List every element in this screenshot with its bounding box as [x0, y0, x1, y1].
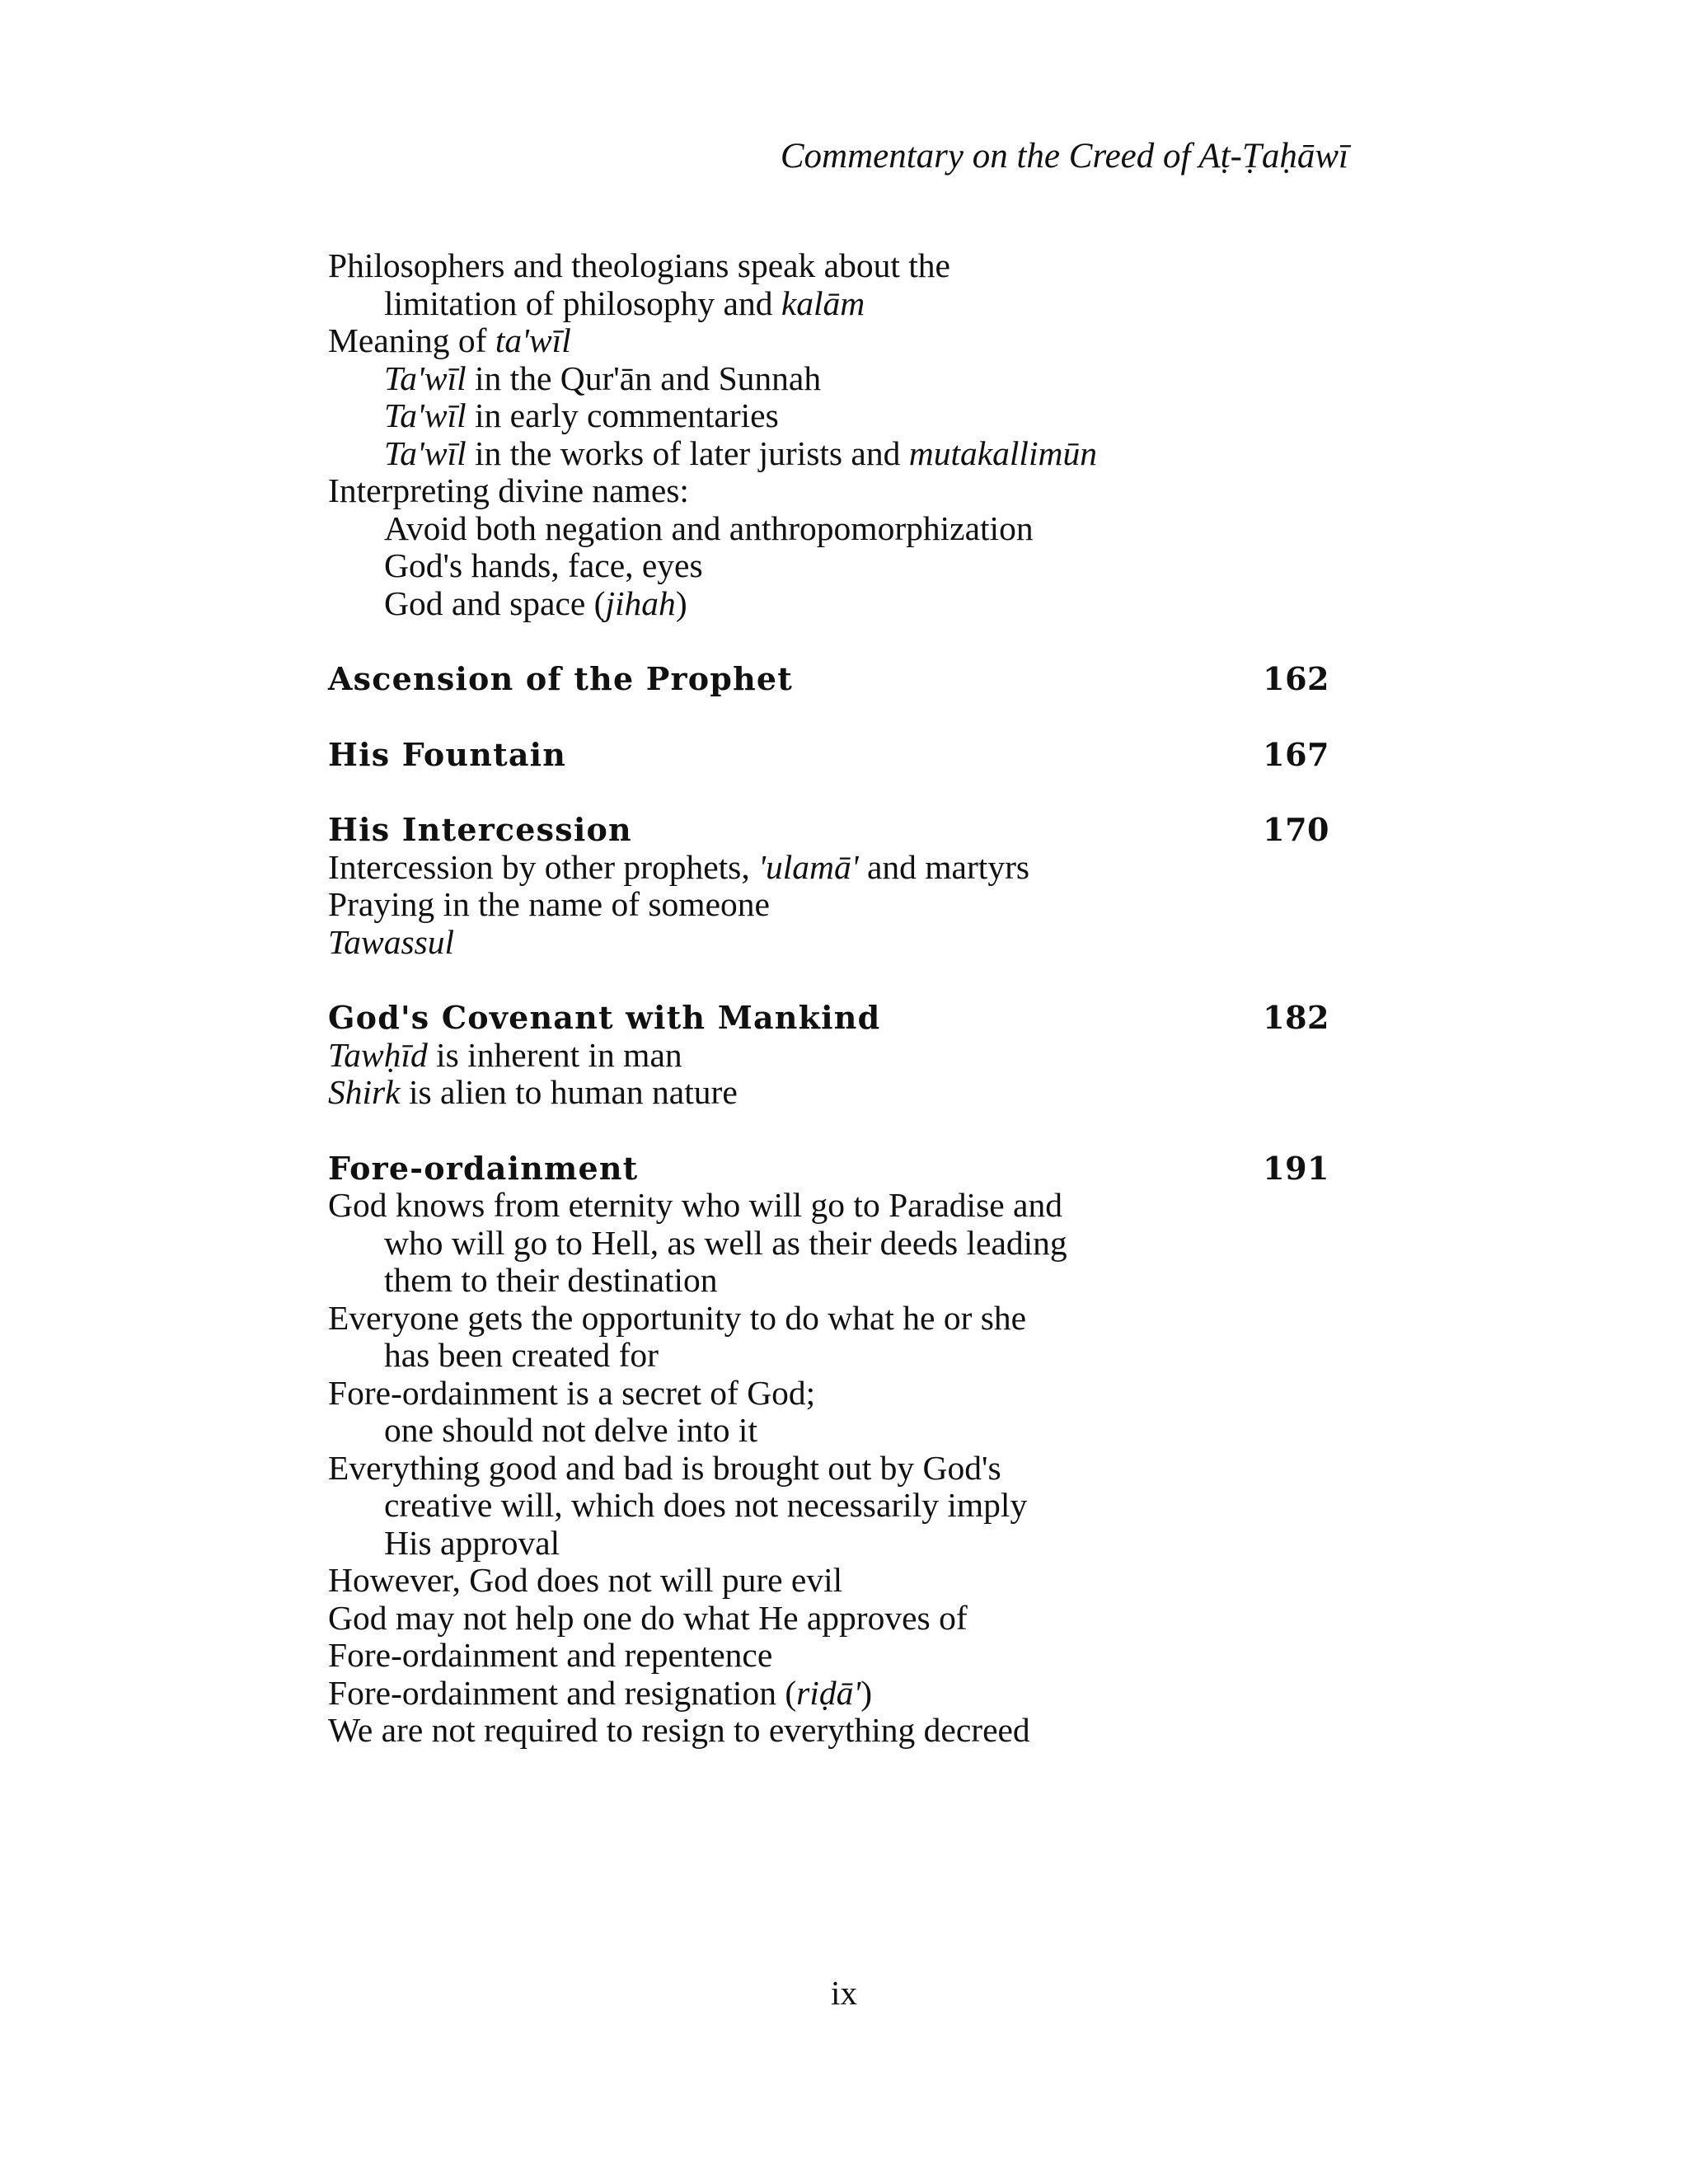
section-heading	[328, 736, 1329, 774]
toc-entry: limitation of philosophy and kalām	[384, 284, 865, 322]
toc-entry: Tawassul	[328, 922, 455, 961]
section-title: His Fountain	[328, 735, 567, 773]
page-number: 162	[1263, 660, 1329, 697]
toc-entry: who will go to Hell, as well as their deeds leading	[384, 1223, 1067, 1262]
toc-entry: God's hands, face, eyes	[384, 546, 703, 584]
table-of-contents	[328, 247, 1329, 1750]
toc-entry: We are not required to resign to everything decreed	[328, 1711, 1030, 1749]
toc-entry: Everything good and bad is brought out by God's	[328, 1448, 1001, 1487]
section-title: Ascension of the Prophet	[328, 660, 794, 697]
toc-entry: Fore-ordainment and resignation (riḍā')	[328, 1673, 873, 1712]
toc-entry: God may not help one do what He approves of	[328, 1598, 968, 1637]
toc-entry: However, God does not will pure evil	[328, 1561, 843, 1599]
toc-entry: Shirk is alien to human nature	[328, 1073, 738, 1111]
section-title: God's Covenant with Mankind	[328, 999, 881, 1036]
section-title: His Intercession	[328, 811, 632, 848]
toc-entry: Fore-ordainment is a secret of God;	[328, 1373, 816, 1412]
toc-entry: Ta'wīl in early commentaries	[384, 396, 779, 434]
toc-entry: Meaning of ta'wīl	[328, 321, 571, 359]
toc-entry: Fore-ordainment and repentence	[328, 1636, 773, 1674]
page-folio: ix	[831, 1974, 857, 2012]
toc-entry: Everyone gets the opportunity to do what he or she	[328, 1298, 1027, 1337]
toc-entry: His approval	[384, 1523, 560, 1562]
section-title: Fore-ordainment	[328, 1149, 639, 1187]
toc-entry: one should not delve into it	[384, 1411, 757, 1449]
toc-entry: Praying in the name of someone	[328, 885, 770, 923]
section-heading	[328, 660, 1329, 698]
page-number: 167	[1263, 735, 1329, 773]
toc-entry: God knows from eternity who will go to Paradise and	[328, 1186, 1062, 1224]
toc-entry: Avoid both negation and anthropomorphization	[384, 509, 1034, 547]
page-number: 182	[1263, 999, 1329, 1036]
page-number: 170	[1263, 811, 1329, 848]
toc-entry: creative will, which does not necessarily imply	[384, 1486, 1028, 1524]
toc-entry: God and space (jihah)	[384, 583, 687, 622]
toc-entry: Philosophers and theologians speak about the	[328, 246, 950, 284]
section-heading	[328, 999, 1329, 1037]
page-number: 191	[1263, 1149, 1329, 1187]
toc-entry: Intercession by other prophets, 'ulamā' and martyrs	[328, 847, 1030, 886]
toc-entry: Interpreting divine names:	[328, 471, 689, 509]
section-heading	[328, 1150, 1329, 1188]
running-head: Commentary on the Creed of Aṭ-Ṭaḥāwī	[780, 137, 1348, 176]
toc-entry: has been created for	[384, 1336, 659, 1374]
toc-entry: Ta'wīl in the works of later jurists and mutakallimūn	[384, 434, 1097, 472]
toc-entry: Tawḥīd is inherent in man	[328, 1035, 682, 1074]
toc-entry: Ta'wīl in the Qur'ān and Sunnah	[384, 359, 822, 397]
section-heading	[328, 811, 1329, 849]
toc-entry: them to their destination	[384, 1261, 718, 1299]
